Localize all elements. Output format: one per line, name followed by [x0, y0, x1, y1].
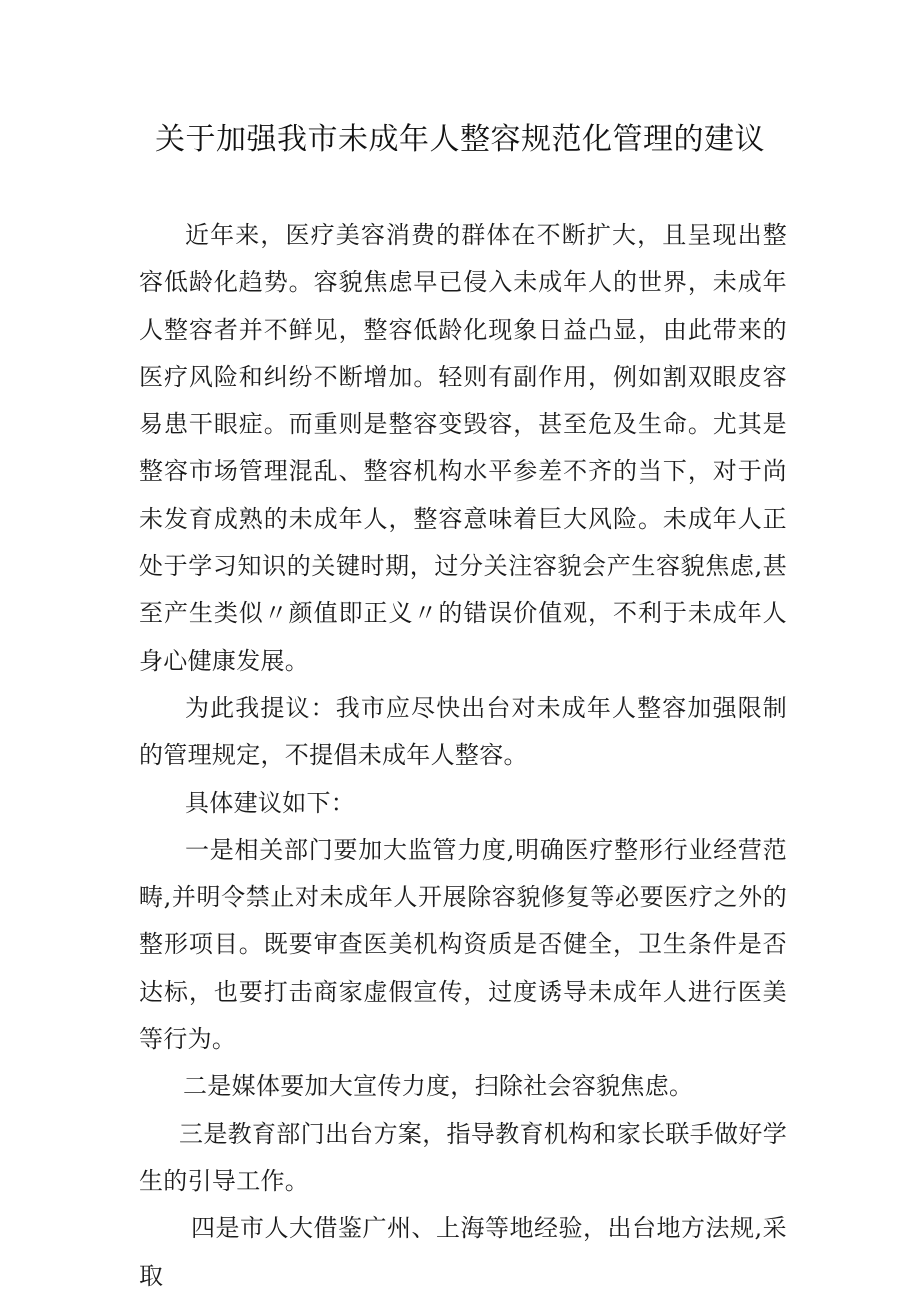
document-body: [139, 212, 787, 1300]
paragraph-suggestion-three: 三是教育部门出台方案，指导教育机构和家长联手做好学生的引导工作。: [139, 1119, 787, 1195]
paragraph-proposal: 为此我提议：我市应尽快出台对未成年人整容加强限制的管理规定，不提倡未成年人整容。: [139, 693, 787, 770]
paragraph-suggestion-four: 四是市人大借鉴广州、上海等地经验，出台地方法规,采取: [139, 1214, 787, 1290]
document-title: 关于加强我市未成年人整容规范化管理的建议: [155, 122, 765, 157]
paragraph-background: 近年来，医疗美容消费的群体在不断扩大，且呈现出整容低龄化趋势。容貌焦虑早已侵入未成年人的世界，未成年人整容者并不鲜见，整容低龄化现象日益凸显，由此带来的医疗风险和纠纷不断增加。轻则有副作用，例如割双眼皮容易患干眼症。而重则是整容变毁容，甚至危及生命。尤其是整容市场管理混乱、整容机构水平参差不齐的当下，对于尚未发育成熟的未成年人，整容意味着巨大风险。未成年人正处于学习知识的关键时期，过分关注容貌会产生容貌焦虑,甚至产生类似〃颜值即正义〃的错误价值观，不利于未成年人身心健康发展。: [139, 221, 787, 675]
paragraph-suggestion-one: 一是相关部门要加大监管力度,明确医疗整形行业经营范畴,并明令禁止对未成年人开展除容貌修复等必要医疗之外的整形项目。既要审查医美机构资质是否健全，卫生条件是否达标，也要打击商家虚假宣传，过度诱导未成年人进行医美等行为。: [139, 835, 787, 1054]
paragraph-suggestion-two: 二是媒体要加大宣传力度，扫除社会容貌焦虑。: [183, 1072, 694, 1101]
paragraph-suggestions-heading: 具体建议如下：: [185, 788, 356, 817]
